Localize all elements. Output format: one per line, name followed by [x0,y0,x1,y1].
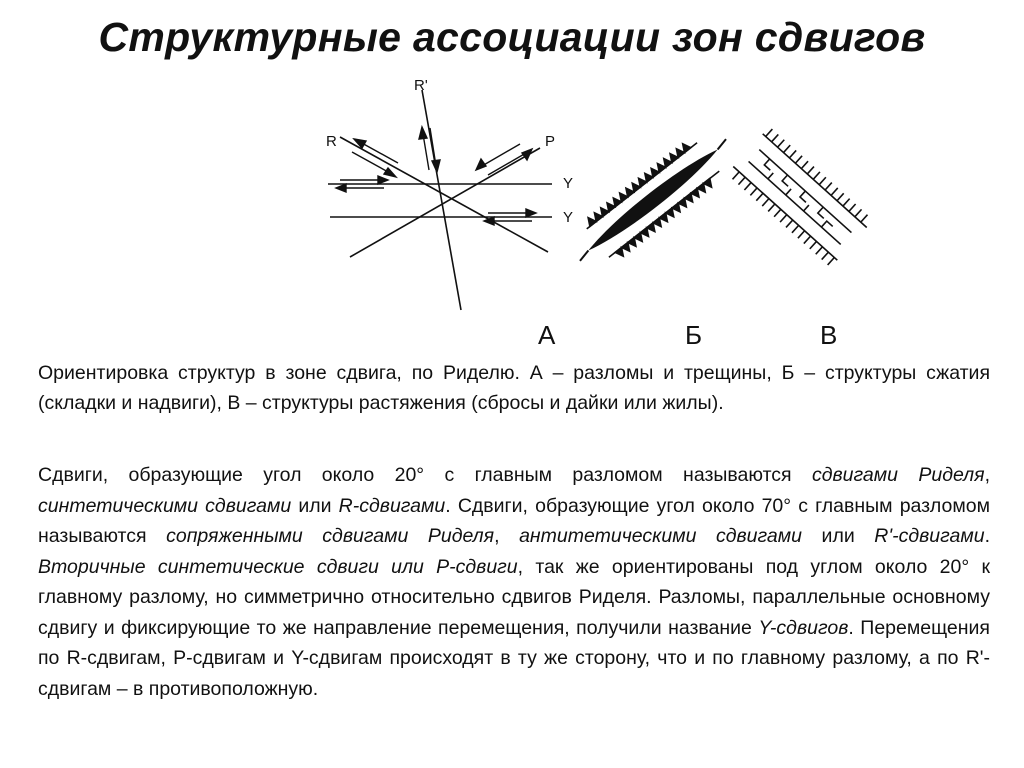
term-italic: антитетическими сдвигами [519,525,802,547]
label-p: P [545,133,556,150]
term-italic: сопряженными сдвигами Риделя [166,525,495,547]
term-italic: Y-сдвигов [758,616,849,639]
term-italic: синтетическими сдвигами [38,494,292,517]
r-shear-line [340,137,548,252]
paragraph-text: , [984,464,990,486]
paragraph-text: или [802,525,875,547]
body-paragraph [38,460,990,704]
label-y-upper: Y [563,175,574,192]
r-arrows [352,139,398,177]
paragraph-text: Сдвиги, образующие угол около 20° с главным разломом называются [38,464,812,486]
figure-caption: Ориентировка структур в зоне сдвига, по Риделю. А – разломы и трещины, Б – структуры сжатия (складки и надвиги), В – структуры растяжения (сбросы и дайки или жилы). [38,362,990,414]
panel-a-fractures [328,90,552,310]
label-y-lower: Y [563,209,574,226]
p-arrows [476,144,532,175]
paragraph-text: , так же ориентированы под углом около 20° к главному разлому, но симметрично относительно сдвигов Риделя. Разломы, параллельные основному сдвигу и фиксирующие то же направление перемещения, получили название [38,555,990,639]
paragraph-text: , [494,525,520,547]
term-italic: R-сдвигами [338,494,446,517]
riedel-shear-diagram [0,0,1024,360]
panel-label-v: В [820,320,838,350]
paragraph-text: . [984,525,990,547]
term-italic: сдвигами Риделя [811,464,985,486]
panel-label-a: А [538,320,556,350]
paragraph-text: или [291,494,339,517]
panel-b-compression [562,121,744,279]
page-title: Структурные ассоциации зон сдвигов [98,14,926,60]
panel-v-extension [727,126,874,267]
paragraph-text: . Перемещения по R-сдвигам, Р-сдвигам и Y-сдвигам происходят в ту же сторону, что и по главному разлому, а по R'-сдвигам – в противоположную. [38,616,990,700]
panel-a-arrows [336,127,536,225]
term-italic: R'-сдвигами [874,525,985,547]
label-r-prime: R' [414,77,428,94]
p-shear-line [350,148,540,257]
term-italic: Вторичные синтетические сдвиги или Р-сдвиги [38,555,518,578]
panel-label-b: Б [685,320,703,350]
label-r: R [326,133,337,150]
paragraph-text: . Сдвиги, образующие угол около 70° с главным разломом называются [38,494,991,547]
